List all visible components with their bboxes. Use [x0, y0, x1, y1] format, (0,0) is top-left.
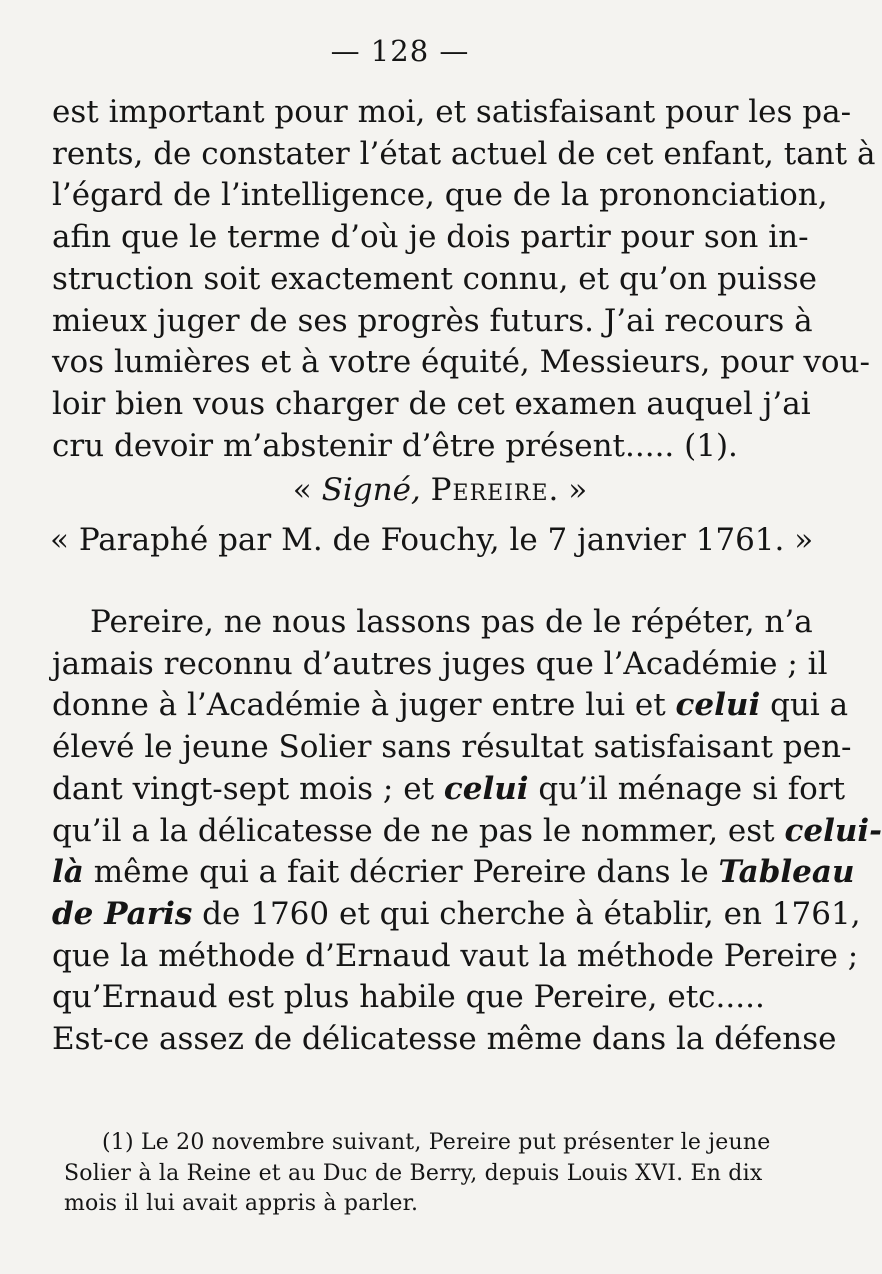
- text-run: dant vingt-sept mois ; et: [52, 770, 444, 807]
- text-line: mieux juger de ses progrès futurs. J’ai recours à: [52, 302, 813, 339]
- text-line: [52, 769, 846, 811]
- text-line: [52, 894, 861, 936]
- text-run: même qui a fait décrier Pereire dans le: [83, 854, 719, 891]
- footnote-line: Solier à la Reine et au Duc de Berry, depuis Louis XVI. En dix: [64, 1160, 763, 1186]
- footnote-line: (1) Le 20 novembre suivant, Pereire put présenter le jeune: [102, 1130, 771, 1155]
- emphasis: celui: [443, 770, 529, 807]
- text-line: afin que le terme d’où je dois partir pour son in-: [52, 219, 809, 256]
- close-quote: . »: [548, 472, 588, 508]
- book-title: Tableau: [718, 854, 855, 891]
- text-line: l’égard de l’intelligence, que de la prononciation,: [52, 177, 828, 214]
- text-line: struction soit exactement connu, et qu’on puisse: [52, 260, 817, 297]
- text-run: qu’il a la délicatesse de ne pas le nommer, est: [52, 812, 785, 849]
- text-line: vos lumières et à votre équité, Messieurs, pour vou-: [52, 344, 870, 381]
- text-run: qui a: [760, 687, 849, 724]
- text-line: jamais reconnu d’autres juges que l’Académie ; il: [52, 645, 828, 682]
- text-line: que la méthode d’Ernaud vaut la méthode Pereire ;: [52, 937, 859, 974]
- open-quote: «: [292, 472, 322, 508]
- text-run: de 1760 et qui cherche à établir, en 1761,: [192, 895, 861, 932]
- signature-line: [0, 472, 800, 508]
- text-line: Est-ce assez de délicatesse même dans la défense: [52, 1021, 837, 1058]
- text-line: loir bien vous charger de cet examen auquel j’ai: [52, 385, 811, 422]
- text-line: [52, 811, 882, 853]
- book-title: de Paris: [52, 895, 193, 932]
- text-line: élevé le jeune Solier sans résultat satisfaisant pen-: [52, 729, 852, 766]
- page-number: — 128 —: [330, 34, 470, 68]
- text-run: qu’il ménage si fort: [528, 770, 846, 807]
- emphasis: là: [52, 854, 84, 891]
- text-line: [52, 852, 855, 894]
- paragraph-pereire: [52, 602, 882, 1061]
- emphasis: celui: [675, 687, 761, 724]
- text-line: qu’Ernaud est plus habile que Pereire, etc.....: [52, 979, 765, 1016]
- signed-label: Signé,: [321, 472, 421, 508]
- text-line: cru devoir m’abstenir d’être présent..... (1).: [52, 427, 738, 464]
- text-line: [52, 685, 849, 727]
- text-line: rents, de constater l’état actuel de cet enfant, tant à: [52, 135, 876, 172]
- footnote-line: mois il lui avait appris à parler.: [64, 1191, 419, 1216]
- text-line: est important pour moi, et satisfaisant pour les pa-: [52, 94, 852, 130]
- text-run: donne à l’Académie à juger entre lui et: [52, 687, 676, 724]
- text-line: Pereire, ne nous lassons pas de le répéter, n’a: [90, 604, 813, 640]
- emphasis: celui-: [784, 812, 882, 849]
- paraph-line: « Paraphé par M. de Fouchy, le 7 janvier 1761. »: [50, 522, 814, 558]
- footnote: [64, 1128, 771, 1220]
- signature-name: Pereire: [430, 472, 549, 508]
- paragraph-continued: [52, 92, 876, 467]
